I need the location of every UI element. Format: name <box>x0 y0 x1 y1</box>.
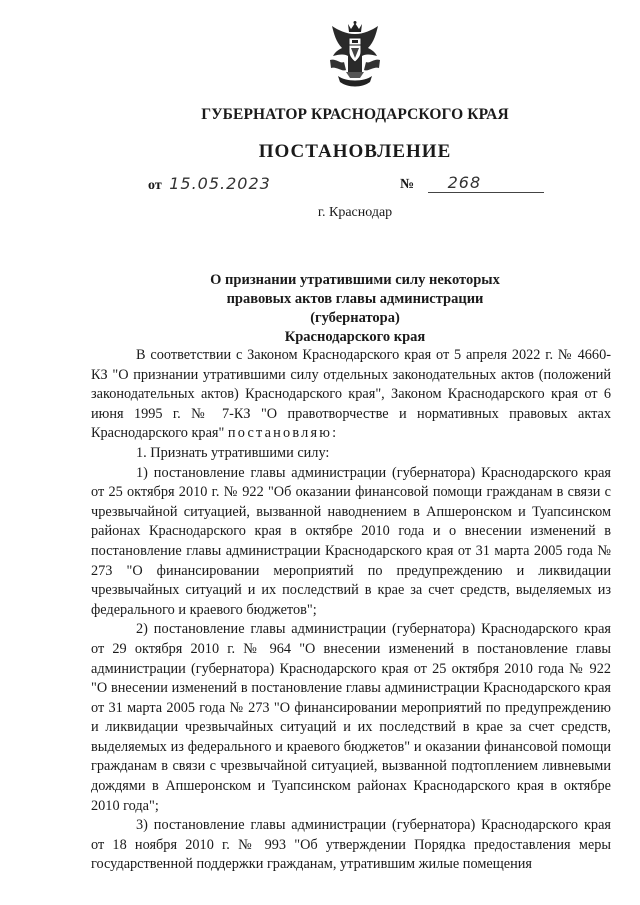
document-type: ПОСТАНОВЛЕНИЕ <box>258 141 452 162</box>
sub-item-1: 1) постановление главы администрации (губернатора) Краснодарского края от 25 октября 2010 г. № 922 "Об оказании финансовой помощи гражданам в связи с чрезвычайной ситуацией, вызванной наводнением в Апшеронском и Туапсинском районах Краснодарского края в октябре 2010 года и о внесении изменений в постановление главы администрации Краснодарского края от 31 марта 2005 года № 273 "О финансировании мероприятий по предупреждению и ликвидации чрезвычайных ситуаций и их последствий в крае за счет средств, выделяемых из федерального и краевого бюджетов"; <box>91 464 611 618</box>
sub-item-2: 2) постановление главы администрации (губернатора) Краснодарского края от 29 октября 2010 г. № 964 "О внесении изменений в постановление главы администрации (губернатора) Краснодарского края от 25 октября 2010 года № 922 "О внесении изменений в постановление главы администрации Краснодарского края от 31 марта 2005 года № 273 "О финансировании мероприятий по предупреждению и ликвидации чрезвычайных ситуаций и их последствий в крае за счет средств, выделяемых из федерального и краевого бюджетов" и оказании финансовой помощи гражданам в связи с чрезвычайной ситуацией, вызванной подтоплением ливневыми дождями в Апшеронском и Туапсинском районах Краснодарского края в октябре 2010 года"; <box>91 621 611 814</box>
number-prefix: № <box>400 177 415 192</box>
decree-word: постановляю: <box>227 425 339 442</box>
item-1: 1. Признать утратившими силу: <box>136 444 330 461</box>
document-date <box>148 174 271 194</box>
number-value: 268 <box>428 174 544 193</box>
city: г. Краснодар <box>317 205 393 220</box>
intro-paragraph <box>91 346 611 444</box>
document-title <box>180 271 530 347</box>
document-body <box>91 346 611 875</box>
title-line: Краснодарского края <box>284 329 426 345</box>
document-number <box>400 174 544 193</box>
organization-name: ГУБЕРНАТОР КРАСНОДАРСКОГО КРАЯ <box>201 106 509 123</box>
date-value: 15.05.2023 <box>169 174 271 193</box>
intro-text: В соответствии с Законом Краснодарского края от 5 апреля 2022 г. № 4660-КЗ "О признании утратившими силу отдельных законодательных актов (положений законодательных актов) Краснодарского края", Законом Краснодарского края от 6 июня 1995 г. № 7-КЗ "О правотворчестве и нормативных правовых актах Краснодарского края" <box>91 347 611 442</box>
title-line: правовых актов главы администрации (губернатора) <box>226 291 484 326</box>
date-prefix: от <box>148 178 162 193</box>
title-line: О признании утратившими силу некоторых <box>210 272 500 288</box>
sub-item-3: 3) постановление главы администрации (губернатора) Краснодарского края от 18 ноября 2010 г. № 993 "Об утверждении Порядка предоставления меры государственной поддержки гражданам, утратившим жилые помещения <box>91 817 611 873</box>
coat-of-arms-icon <box>326 20 384 90</box>
